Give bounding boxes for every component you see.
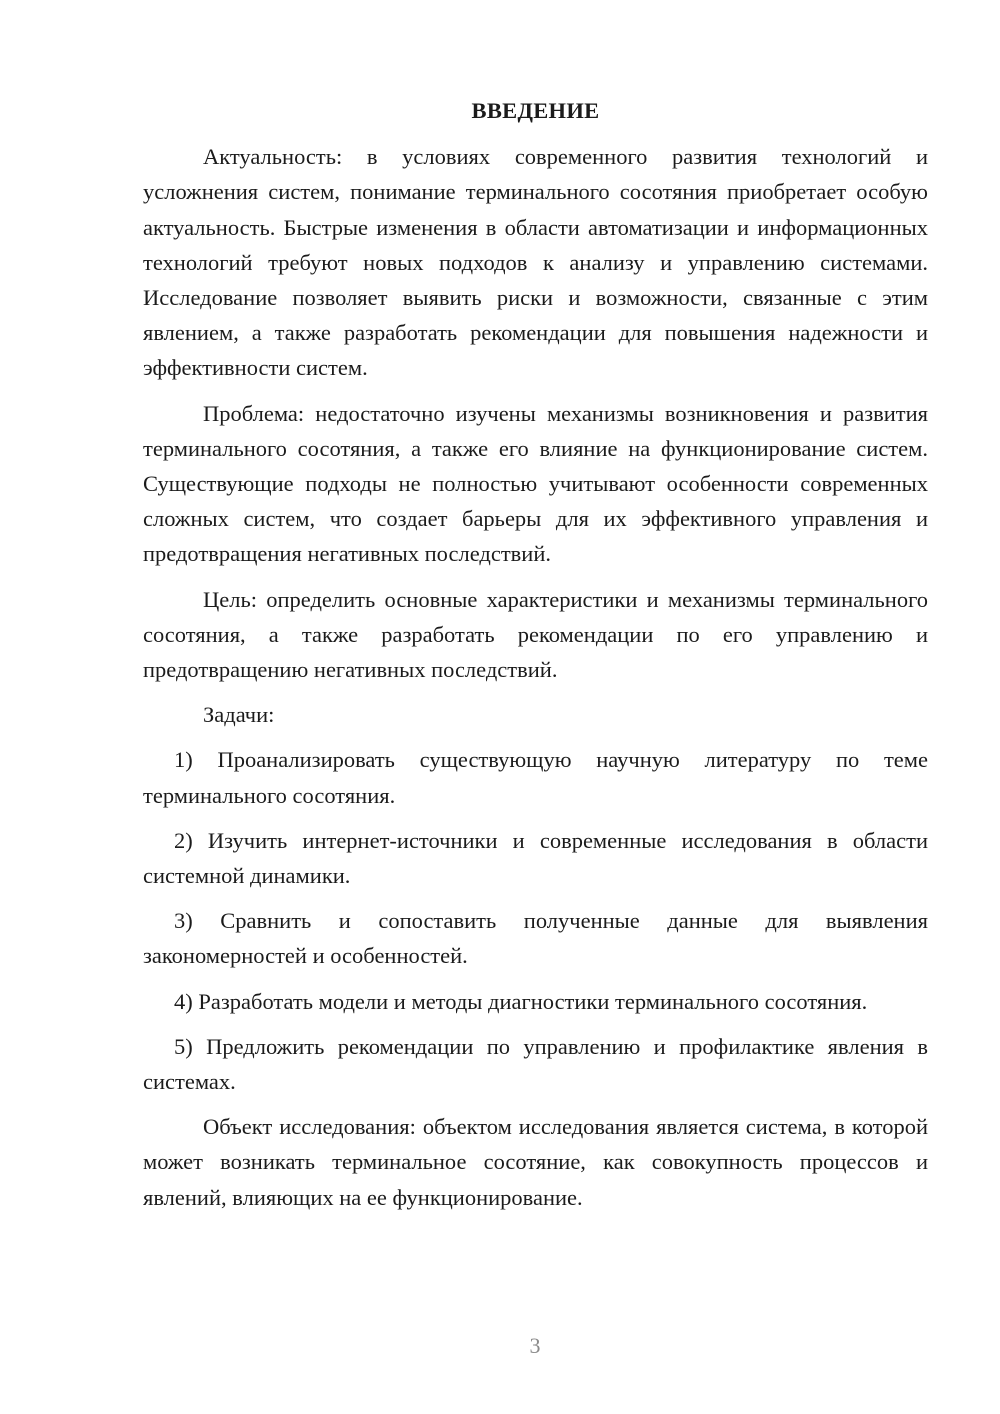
task-item: 2) Изучить интернет-источники и современные исследования в области системной динамики. [143,827,928,889]
page-number: 3 [529,1333,541,1358]
paragraph-object: Объект исследования: объектом исследования является система, в которой может возникать терминальное сосотяние, как совокупность процессов и явлений, влияющих на ее функционирование. [143,1114,928,1210]
task-item: 3) Сравнить и сопоставить полученные данные для выявления закономерностей и особенностей. [143,908,928,969]
document-title: ВВЕДЕНИЕ [471,98,600,123]
document-body [143,93,928,1225]
paragraph-relevance: Актуальность: в условиях современного развития технологий и усложнения систем, понимание терминального сосотяния приобретает особую актуальность. Быстрые изменения в области автоматизации и информационных технологий требуют новых подходов к анализу и управлению системами. Исследование позволяет выявить риски и возможности, связанные с этим явлением, а также разработать рекомендации для повышения надежности и эффективности систем. [143,144,928,381]
paragraph-problem: Проблема: недостаточно изучены механизмы возникновения и развития терминального сосотяния, а также его влияние на функционирование систем. Существующие подходы не полностью учитывают особенности современных сложных систем, что создает барьеры для их эффективного управления и предотвращения негативных последствий. [143,400,928,567]
task-item: 4) Разработать модели и методы диагностики терминального сосотяния. [174,988,868,1014]
task-item: 1) Проанализировать существующую научную литературу по теме терминального сосотяния. [143,747,928,808]
paragraph-goal: Цель: определить основные характеристики и механизмы терминального сосотяния, а также разработать рекомендации по его управлению и предотвращению негативных последствий. [143,586,928,683]
tasks-heading: Задачи: [203,702,275,728]
task-item: 5) Предложить рекомендации по управлению и профилактике явления в системах. [143,1033,928,1095]
